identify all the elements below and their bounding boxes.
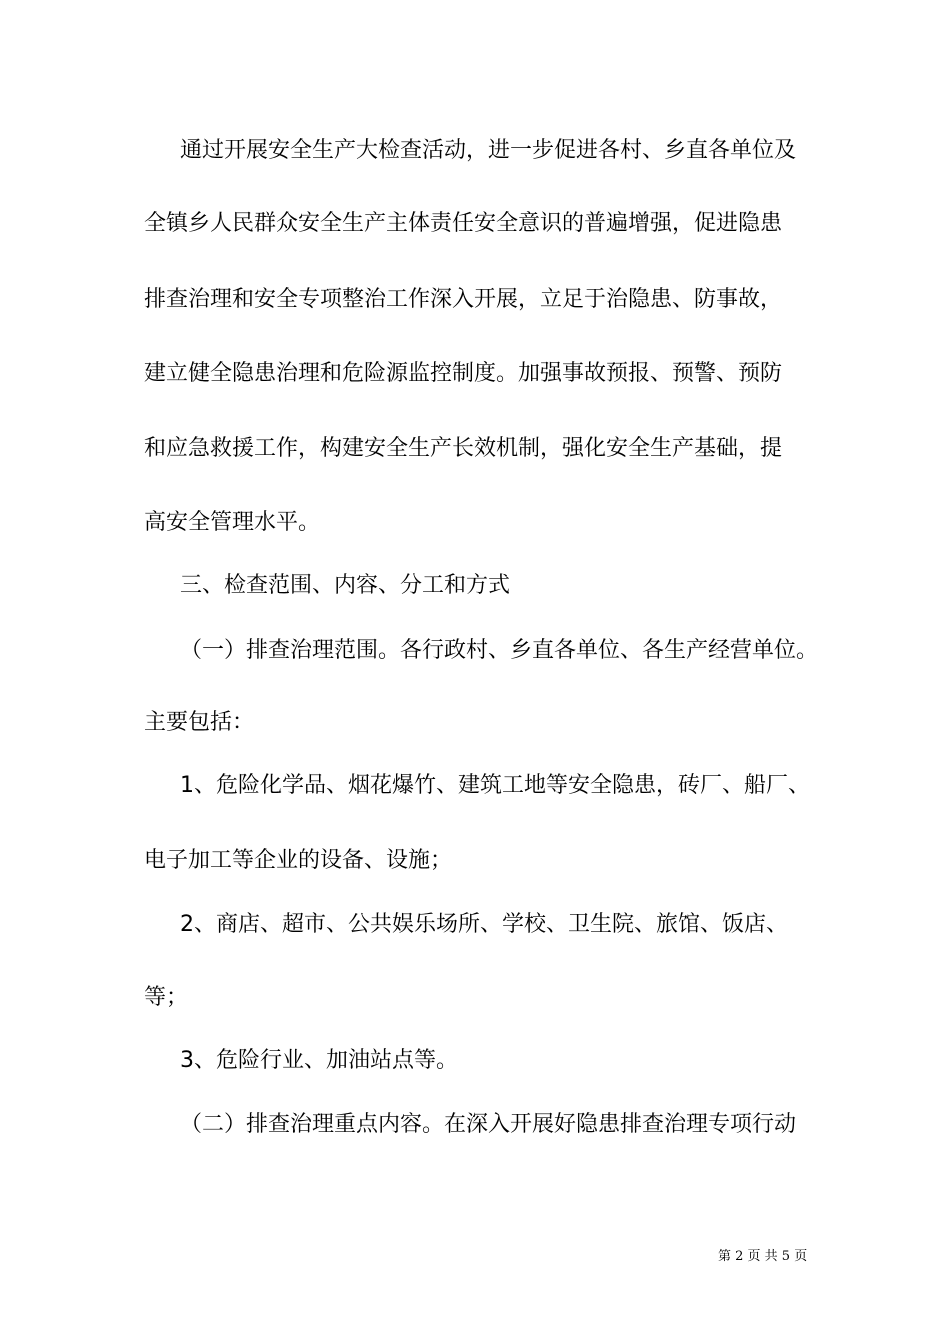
list-item-1-line-2: 电子加工等企业的设备、设施； — [144, 848, 453, 873]
paragraph-line-4: 建立健全隐患治理和危险源监控制度。加强事故预报、预警、预防 — [144, 361, 783, 386]
list-item-1-line-1: 1、危险化学品、烟花爆竹、建筑工地等安全隐患，砖厂、船厂、 — [180, 773, 810, 798]
section-heading: 三、检查范围、内容、分工和方式 — [180, 573, 511, 598]
paragraph-line-1: 通过开展安全生产大检查活动，进一步促进各村、乡直各单位及 — [180, 138, 797, 163]
page-indicator: 第 2 页 共 5 页 — [718, 1249, 808, 1264]
list-item-2-line-2: 等； — [144, 985, 189, 1010]
subsection-heading-1: （一）排查治理范围。各行政村、乡直各单位、各生产经营单位。 — [180, 638, 819, 663]
list-item-2-line-1: 2、商店、超市、公共娱乐场所、学校、卫生院、旅馆、饭店、 — [180, 912, 788, 937]
paragraph-line-2: 全镇乡人民群众安全生产主体责任安全意识的普遍增强，促进隐患 — [144, 211, 783, 236]
paragraph-line-5: 和应急救援工作，构建安全生产长效机制，强化安全生产基础，提 — [144, 436, 783, 461]
paragraph-line-3: 排查治理和安全专项整治工作深入开展，立足于治隐患、防事故， — [144, 287, 783, 312]
subsection-heading-2: （二）排查治理重点内容。在深入开展好隐患排查治理专项行动 — [180, 1112, 797, 1137]
paragraph-line-6: 高安全管理水平。 — [144, 510, 321, 535]
list-item-3: 3、危险行业、加油站点等。 — [180, 1048, 458, 1073]
paragraph-line-9: 主要包括： — [144, 710, 255, 735]
